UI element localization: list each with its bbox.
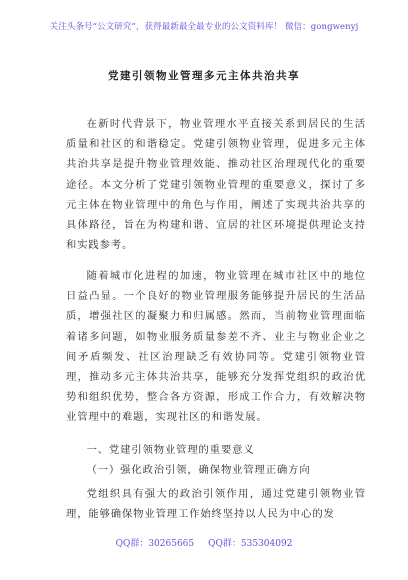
section-heading bbox=[66, 440, 366, 460]
header-banner: 关注头条号“公文研究”，获得最新最全最专业的公文资料库！ 微信：gongwenyj bbox=[49, 22, 359, 32]
footer-qq-group-1: QQ群：30265665 bbox=[115, 539, 195, 549]
section-paragraph bbox=[66, 484, 366, 524]
footer-qq-group-2: QQ群：535304092 bbox=[208, 539, 293, 549]
section-heading-text: 一、党建引领物业管理的重要意义 bbox=[86, 444, 255, 456]
background-paragraph bbox=[66, 266, 366, 428]
footer bbox=[0, 536, 408, 549]
subsection-heading bbox=[66, 460, 366, 480]
paragraph-text: 在新时代背景下，物业管理水平直接关系到居民的生活质量和社区的和谐稳定。党建引领物业管理，促进多元主体共治共享是提升物业管理效能、推动社区治理现代化的重要途径。本文分析了党建引领物业管理的重要意义，探讨了多元主体在物业管理中的角色与作用，阐述了实现共治共享的具体路径，旨在为构建和谐、宜居的社区环境提供理论支持和实践参考。 bbox=[66, 118, 366, 252]
document-title: 党建引领物业管理多元主体共治共享 bbox=[108, 70, 300, 82]
paragraph-text: 随着城市化进程的加速，物业管理在城市社区中的地位日益凸显。一个良好的物业管理服务能够提升居民的生活品质，增强社区的凝聚力和归属感。然而，当前物业管理面临着诸多问题，如物业服务质量参差不齐、业主与物业企业之间矛盾频发、社区治理缺乏有效协同等。党建引领物业管理，推动多元主体共治共享，能够充分发挥党组织的政治优势和组织优势，整合各方资源，形成工作合力，有效解决物业管理中的难题，实现社区的和谐发展。 bbox=[66, 270, 366, 424]
intro-paragraph bbox=[66, 114, 366, 255]
subsection-heading-text: （一）强化政治引领，确保物业管理正确方向 bbox=[86, 464, 311, 476]
paragraph-text: 党组织具有强大的政治引领作用，通过党建引领物业管理，能够确保物业管理工作始终坚持以人民为中心的发 bbox=[66, 488, 366, 521]
